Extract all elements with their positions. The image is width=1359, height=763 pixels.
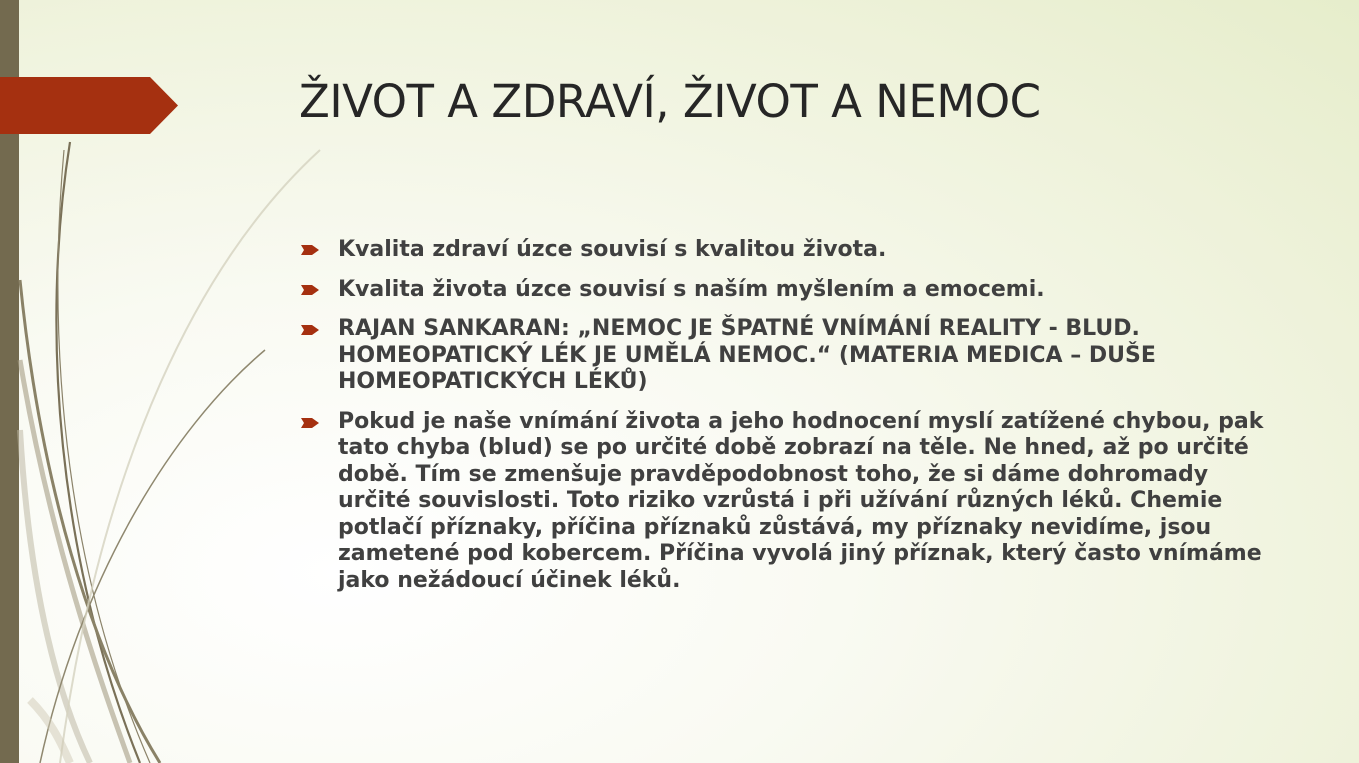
arrow-bullet-icon — [301, 416, 321, 430]
arrow-bullet-icon — [301, 243, 321, 257]
bullet-item — [300, 316, 1280, 396]
arrow-bullet-icon — [301, 283, 321, 297]
title-arrow-icon — [0, 77, 178, 134]
bullet-item — [300, 236, 1280, 263]
bullet-text: Kvalita života úzce souvisí s naším myšlením a emocemi. — [338, 277, 1045, 302]
arrow-bullet-icon — [301, 323, 321, 337]
bullet-text: RAJAN SANKARAN: „NEMOC JE ŠPATNÉ VNÍMÁNÍ REALITY - BLUD. HOMEOPATICKÝ LÉK JE UMĚLÁ NEMOC.“ (MATERIA MEDICA – DUŠE HOMEOPATICKÝCH LÉKŮ) — [338, 316, 1156, 394]
bullet-item — [300, 409, 1280, 595]
bullet-list — [300, 236, 1280, 607]
bullet-text: Kvalita zdraví úzce souvisí s kvalitou života. — [338, 237, 887, 262]
bullet-text: Pokud je naše vnímání života a jeho hodnocení myslí zatížené chybou, pak tato chyba (blud) se po určité době zobrazí na těle. Ne hned, až po určité době. Tím se zmenšuje pravděpodobnost toho, že si dáme dohromady určité souvislosti. Toto riziko vzrůstá i při užívání různých léků. Chemie potlačí příznaky, příčina příznaků zůstává, my příznaky nevidíme, jsou zametené pod kobercem. Příčina vyvolá jiný příznak, který často vnímáme jako nežádoucí účinek léků. — [338, 408, 1264, 593]
slide-title: ŽIVOT A ZDRAVÍ, ŽIVOT A NEMOC — [299, 75, 1041, 128]
bullet-item — [300, 276, 1280, 303]
